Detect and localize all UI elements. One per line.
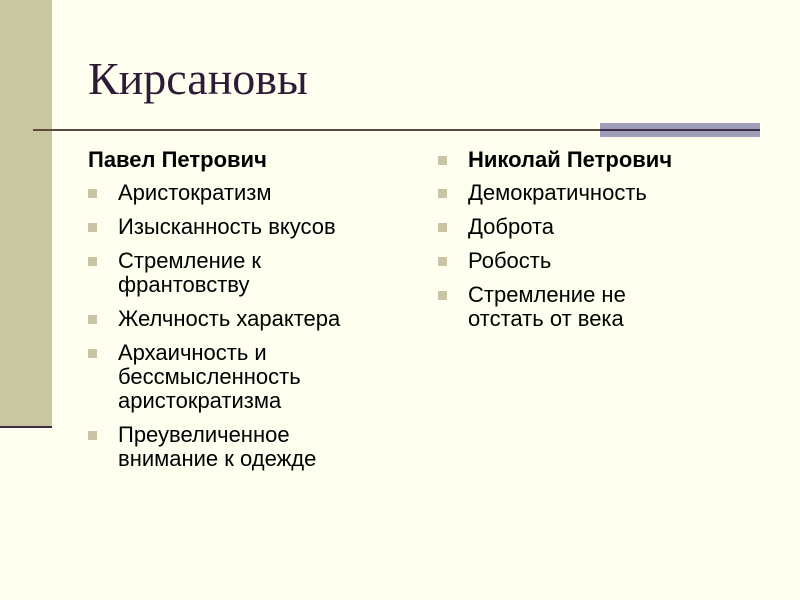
title-divider-line [33,129,600,131]
list-item-text: Доброта [468,214,555,239]
list-item [88,423,398,471]
list-item-text: Демократичность [468,180,647,205]
square-bullet-icon [438,257,447,266]
list-item [438,249,758,273]
square-bullet-icon [438,189,447,198]
list-item-text: Желчность характера [118,306,341,331]
right-column [438,148,758,341]
list-item [88,215,398,239]
left-band-underline [0,426,52,428]
slide-title: Кирсановы [88,53,308,104]
left-column-heading [88,148,398,172]
list-item-text: Стремление к франтовству [118,248,262,297]
list-item [438,181,758,205]
square-bullet-icon [88,431,97,440]
left-column-heading-text: Павел Петрович [88,147,267,172]
right-column-heading-text: Николай Петрович [468,147,673,172]
title-divider-accent [600,123,760,137]
list-item [438,283,758,331]
list-item-text: Стремление не отстать от века [468,282,626,331]
right-column-list [438,181,758,331]
left-column-list [88,181,398,471]
square-bullet-icon [88,315,97,324]
square-bullet-icon [438,156,447,165]
square-bullet-icon [88,223,97,232]
right-column-heading [438,148,758,172]
square-bullet-icon [438,223,447,232]
square-bullet-icon [88,189,97,198]
square-bullet-icon [438,291,447,300]
list-item-text: Робость [468,248,552,273]
left-decorative-band [0,0,52,428]
list-item [88,181,398,205]
square-bullet-icon [88,257,97,266]
list-item [88,341,398,413]
list-item [88,249,398,297]
list-item-text: Аристократизм [118,180,272,205]
list-item [88,307,398,331]
left-column [88,148,398,481]
square-bullet-icon [88,349,97,358]
list-item [438,215,758,239]
list-item-text: Архаичность и бессмысленность аристократизма [118,340,301,413]
list-item-text: Преувеличенное внимание к одежде [118,422,317,471]
list-item-text: Изысканность вкусов [118,214,336,239]
